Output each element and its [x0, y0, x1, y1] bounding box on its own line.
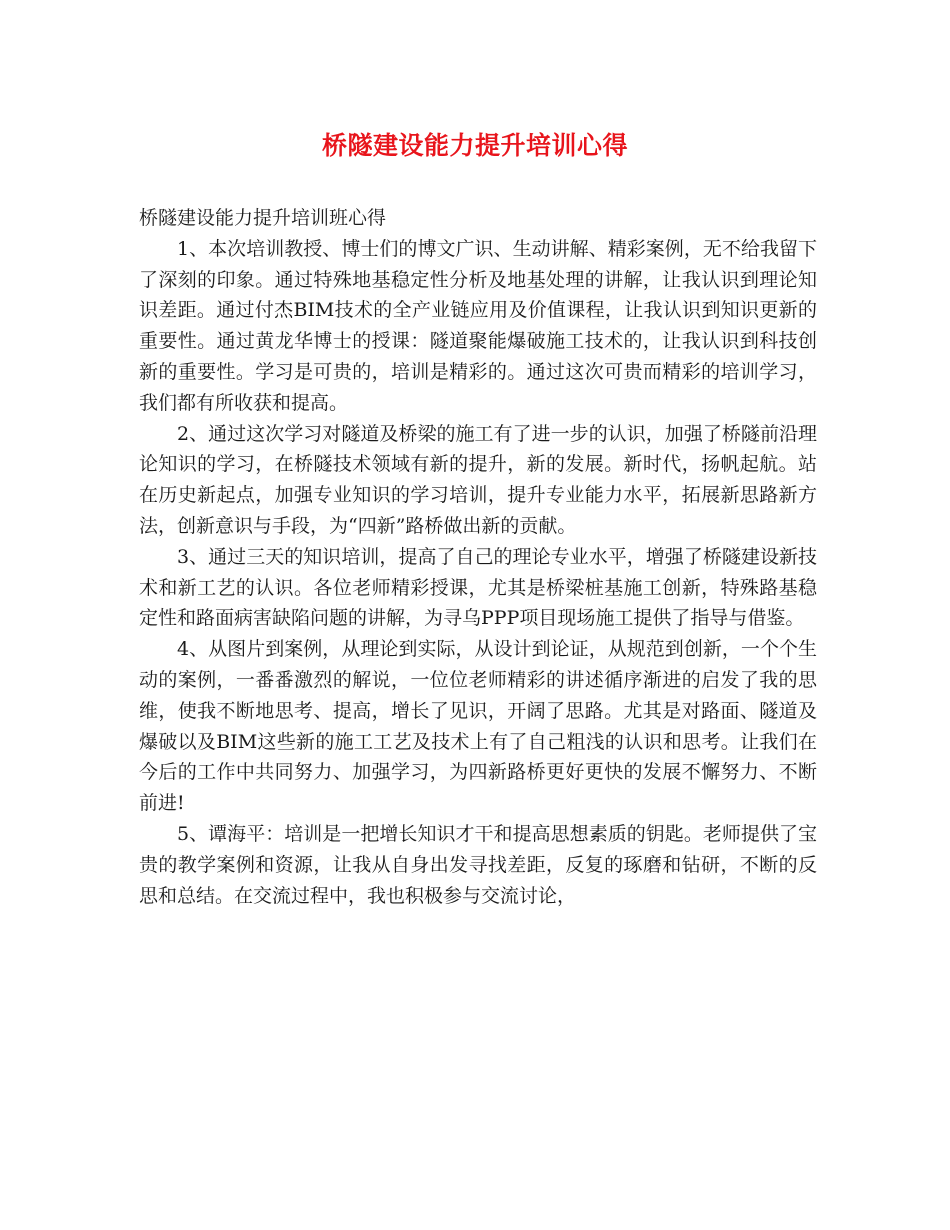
paragraph-5: 5、谭海平：培训是一把增长知识才干和提高思想素质的钥匙。老师提供了宝贵的教学案例和资源，让我从自身出发寻找差距，反复的琢磨和钻研，不断的反思和总结。在交流过程中，我也积极参与交流讨论， [139, 822, 817, 907]
document-subtitle: 桥隧建设能力提升培训班心得 [139, 207, 387, 229]
paragraph-4: 4、从图片到案例，从理论到实际，从设计到论证，从规范到创新，一个个生动的案例，一番番激烈的解说，一位位老师精彩的讲述循序渐进的启发了我的思维，使我不断地思考、提高，增长了见识，开阔了思路。尤其是对路面、隧道及爆破以及BIM这些新的施工工艺及技术上有了自己粗浅的认识和思考。让我们在今后的工作中共同努力、加强学习，为四新路桥更好更快的发展不懈努力、不断前进! [139, 638, 817, 815]
document-body [139, 203, 817, 911]
paragraph-3: 3、通过三天的知识培训，提高了自己的理论专业水平，增强了桥隧建设新技术和新工艺的认识。各位老师精彩授课，尤其是桥梁桩基施工创新，特殊路基稳定性和路面病害缺陷问题的讲解，为寻乌PPP项目现场施工提供了指导与借鉴。 [139, 545, 817, 630]
paragraph-2: 2、通过这次学习对隧道及桥梁的施工有了进一步的认识，加强了桥隧前沿理论知识的学习，在桥隧技术领域有新的提升，新的发展。新时代，扬帆起航。站在历史新起点，加强专业知识的学习培训，提升专业能力水平，拓展新思路新方法，创新意识与手段，为“四新”路桥做出新的贡献。 [139, 422, 817, 537]
paragraph-1: 1、本次培训教授、博士们的博文广识、生动讲解、精彩案例，无不给我留下了深刻的印象。通过特殊地基稳定性分析及地基处理的讲解，让我认识到理论知识差距。通过付杰BIM技术的全产业链应用及价值课程，让我认识到知识更新的重要性。通过黄龙华博士的授课：隧道聚能爆破施工技术的，让我认识到科技创新的重要性。学习是可贵的，培训是精彩的。通过这次可贵而精彩的培训学习，我们都有所收获和提高。 [139, 237, 817, 414]
document-title: 桥隧建设能力提升培训心得 [321, 131, 628, 160]
